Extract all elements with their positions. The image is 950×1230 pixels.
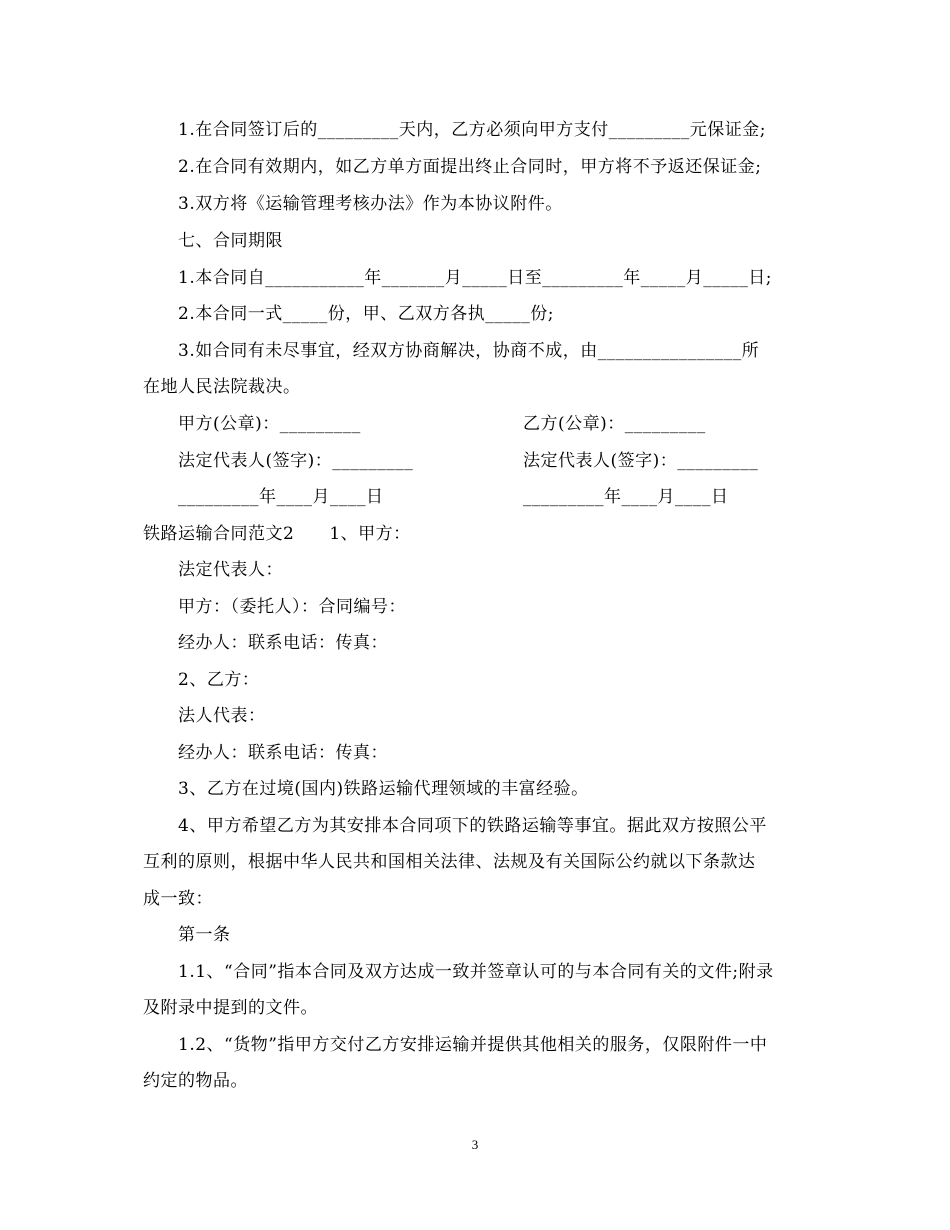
clause-appendix: 3.双方将《运输管理考核办法》作为本协议附件。 — [178, 194, 563, 214]
field-party-a-contact: 经办人：联系电话：传真： — [178, 633, 388, 653]
party-b-representative: 法定代表人(签字)：_________ — [523, 451, 759, 471]
party-a-date: _________年____月____日 — [178, 487, 384, 507]
field-party-b: 2、乙方： — [178, 670, 260, 690]
section-heading-term: 七、合同期限 — [178, 231, 283, 251]
field-legal-representative: 法定代表人： — [178, 560, 283, 580]
definition-1-2-line2: 约定的物品。 — [143, 1071, 248, 1091]
document-title-sample-2: 铁路运输合同范文2 1、甲方： — [143, 524, 411, 544]
party-b-date: _________年____月____日 — [523, 487, 729, 507]
clause-dispute-line1: 3.如合同有未尽事宜，经双方协商解决，协商不成，由________________所 — [178, 341, 760, 361]
definition-1-2-line1: 1.2、“货物”指甲方交付乙方安排运输并提供其他相关的服务，仅限附件一中 — [178, 1035, 768, 1055]
clause-term-dates: 1.本合同自___________年_______月_____日至_________年_____月_____日; — [178, 268, 772, 288]
clause-deposit-payment: 1.在合同签订后的_________天内，乙方必须向甲方支付_________元保证金; — [178, 120, 766, 140]
clause-deposit-forfeit: 2.在合同有效期内，如乙方单方面提出终止合同时，甲方将不予返还保证金; — [178, 157, 762, 177]
field-party-b-legal: 法人代表： — [178, 706, 266, 726]
clause-copies: 2.本合同一式_____份，甲、乙双方各执_____份; — [178, 304, 554, 324]
field-party-a-principal: 甲方：（委托人）：合同编号： — [178, 597, 406, 617]
definition-1-1-line2: 及附录中提到的文件。 — [143, 998, 318, 1018]
party-b-seal: 乙方(公章)：_________ — [523, 414, 706, 434]
recital-4-line2: 互利的原则，根据中华人民共和国相关法律、法规及有关国际公约就以下条款达 — [143, 852, 756, 872]
recital-4-line3: 成一致： — [143, 889, 213, 909]
definition-1-1-line1: 1.1、“合同”指本合同及双方达成一致并签章认可的与本合同有关的文件;附录 — [178, 962, 774, 982]
recital-4-line1: 4、甲方希望乙方为其安排本合同项下的铁路运输等事宜。据此双方按照公平 — [178, 816, 767, 836]
field-party-b-contact: 经办人：联系电话：传真： — [178, 743, 388, 763]
party-a-seal: 甲方(公章)：_________ — [178, 414, 361, 434]
page-number: 3 — [471, 1137, 479, 1152]
recital-3: 3、乙方在过境(国内)铁路运输代理领域的丰富经验。 — [178, 779, 589, 799]
party-a-representative: 法定代表人(签字)：_________ — [178, 451, 414, 471]
article-1-heading: 第一条 — [178, 925, 231, 945]
clause-dispute-line2: 在地人民法院裁决。 — [143, 377, 301, 397]
